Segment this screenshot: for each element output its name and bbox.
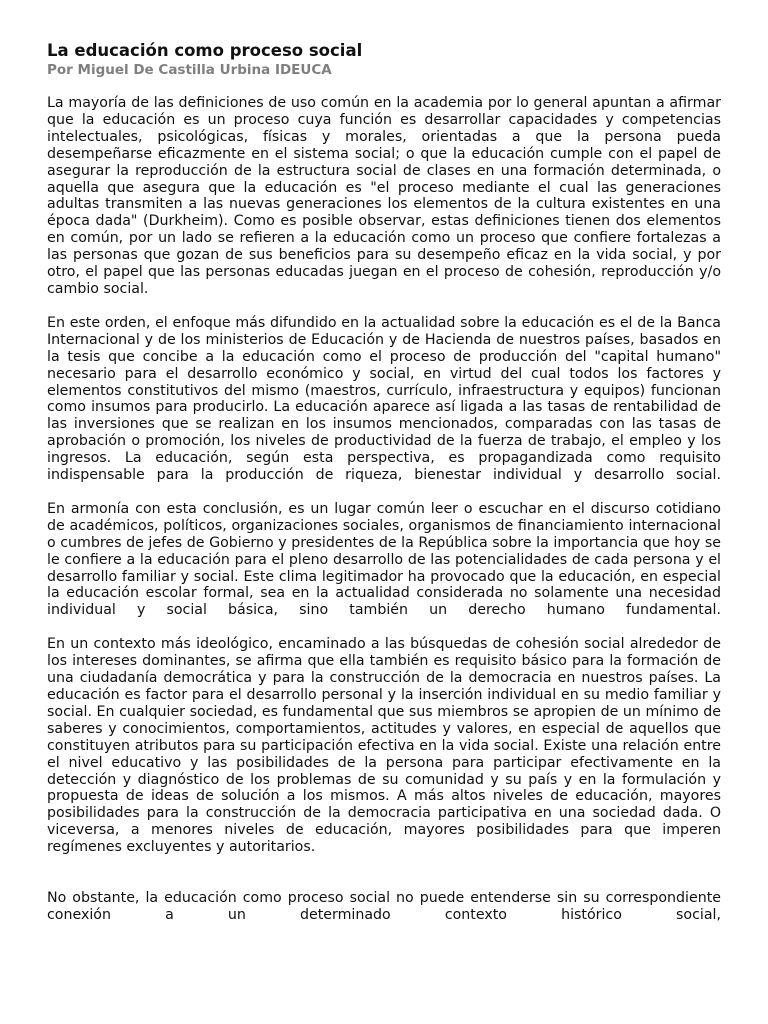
document-title: La educación como proceso social <box>47 41 363 60</box>
paragraph-4: En un contexto más ideológico, encaminado a las búsquedas de cohesión social alrededor de los intereses dominantes, se afirma que ella también es requisito básico para la formación de una ciudadanía democrática y para la construcción de la democracia en nuestros países. La educación es factor para el desarrollo personal y la inserción individual en su medio familiar y social. En cualquier sociedad, es fundamental que sus miembros se apropien de un mínimo de saberes y conocimientos, comportamientos, actitudes y valores, en especial de aquellos que constituyen atributos para su participación efectiva en la vida social. Existe una relación entre el nivel educativo y las posibilidades de la persona para participar efectivamente en la detección y diagnóstico de los problemas de su comunidad y su país y en la formulación y propuesta de ideas de solución a los mismos. A más altos niveles de educación, mayores posibilidades para la construcción de la democracia participativa en una sociedad dada. O viceversa, a menores niveles de educación, mayores posibilidades para que imperen regímenes excluyentes y autoritarios. <box>47 636 721 856</box>
paragraph-1: La mayoría de las definiciones de uso común en la academia por lo general apuntan a afirmar que la educación es un proceso cuya función es desarrollar capacidades y competencias intelectuales, psicológicas, físicas y morales, orientadas a que la persona pueda desempeñarse eficazmente en el sistema social; o que la educación cumple con el papel de asegurar la reproducción de la estructura social de clases en una formación determinada, o aquella que asegura que la educación es "el proceso mediante el cual las generaciones adultas transmiten a las nuevas generaciones los elementos de la cultura existentes en una época dada" (Durkheim). Como es posible observar, estas definiciones tienen dos elementos en común, por un lado se refieren a la educación como un proceso que confiere fortalezas a las personas que gozan de sus beneficios para su desempeño eficaz en la vida social, y por otro, el papel que las personas educadas juegan en el proceso de cohesión, reproducción y/o cambio social. <box>47 95 721 297</box>
paragraph-5: No obstante, la educación como proceso social no puede entenderse sin su correspondiente conexión a un determinado contexto histórico social, <box>47 890 721 923</box>
document-author: Por Miguel De Castilla Urbina IDEUCA <box>47 62 332 78</box>
paragraph-3: En armonía con esta conclusión, es un lugar común leer o escuchar en el discurso cotidiano de académicos, políticos, organizaciones sociales, organismos de financiamiento internacional o cumbres de jefes de Gobierno y presidentes de la República sobre la importancia que hoy se le confiere a la educación para el pleno desarrollo de las potencialidades de cada persona y el desarrollo familiar y social. Este clima legitimador ha provocado que la educación, en especial la educación escolar formal, sea en la actualidad considerada no solamente una necesidad individual y social básica, sino también un derecho humano fundamental. <box>47 500 721 619</box>
document-page <box>47 40 721 941</box>
paragraph-2: En este orden, el enfoque más difundido en la actualidad sobre la educación es el de la Banca Internacional y de los ministerios de Educación y de Hacienda de nuestros países, basados en la tesis que concibe a la educación como el proceso de producción del "capital humano" necesario para el desarrollo económico y social, en virtud del cual todos los factores y elementos constitutivos del mismo (maestros, currículo, infraestructura y equipos) funcionan como insumos para producirlo. La educación aparece así ligada a las tasas de rentabilidad de las inversiones que se realizan en los insumos mencionados, comparadas con las tasas de aprobación o promoción, los niveles de productividad de la fuerza de trabajo, el empleo y los ingresos. La educación, según esta perspectiva, es propagandizada como requisito indispensable para la producción de riqueza, bienestar individual y desarrollo social. <box>47 314 721 484</box>
